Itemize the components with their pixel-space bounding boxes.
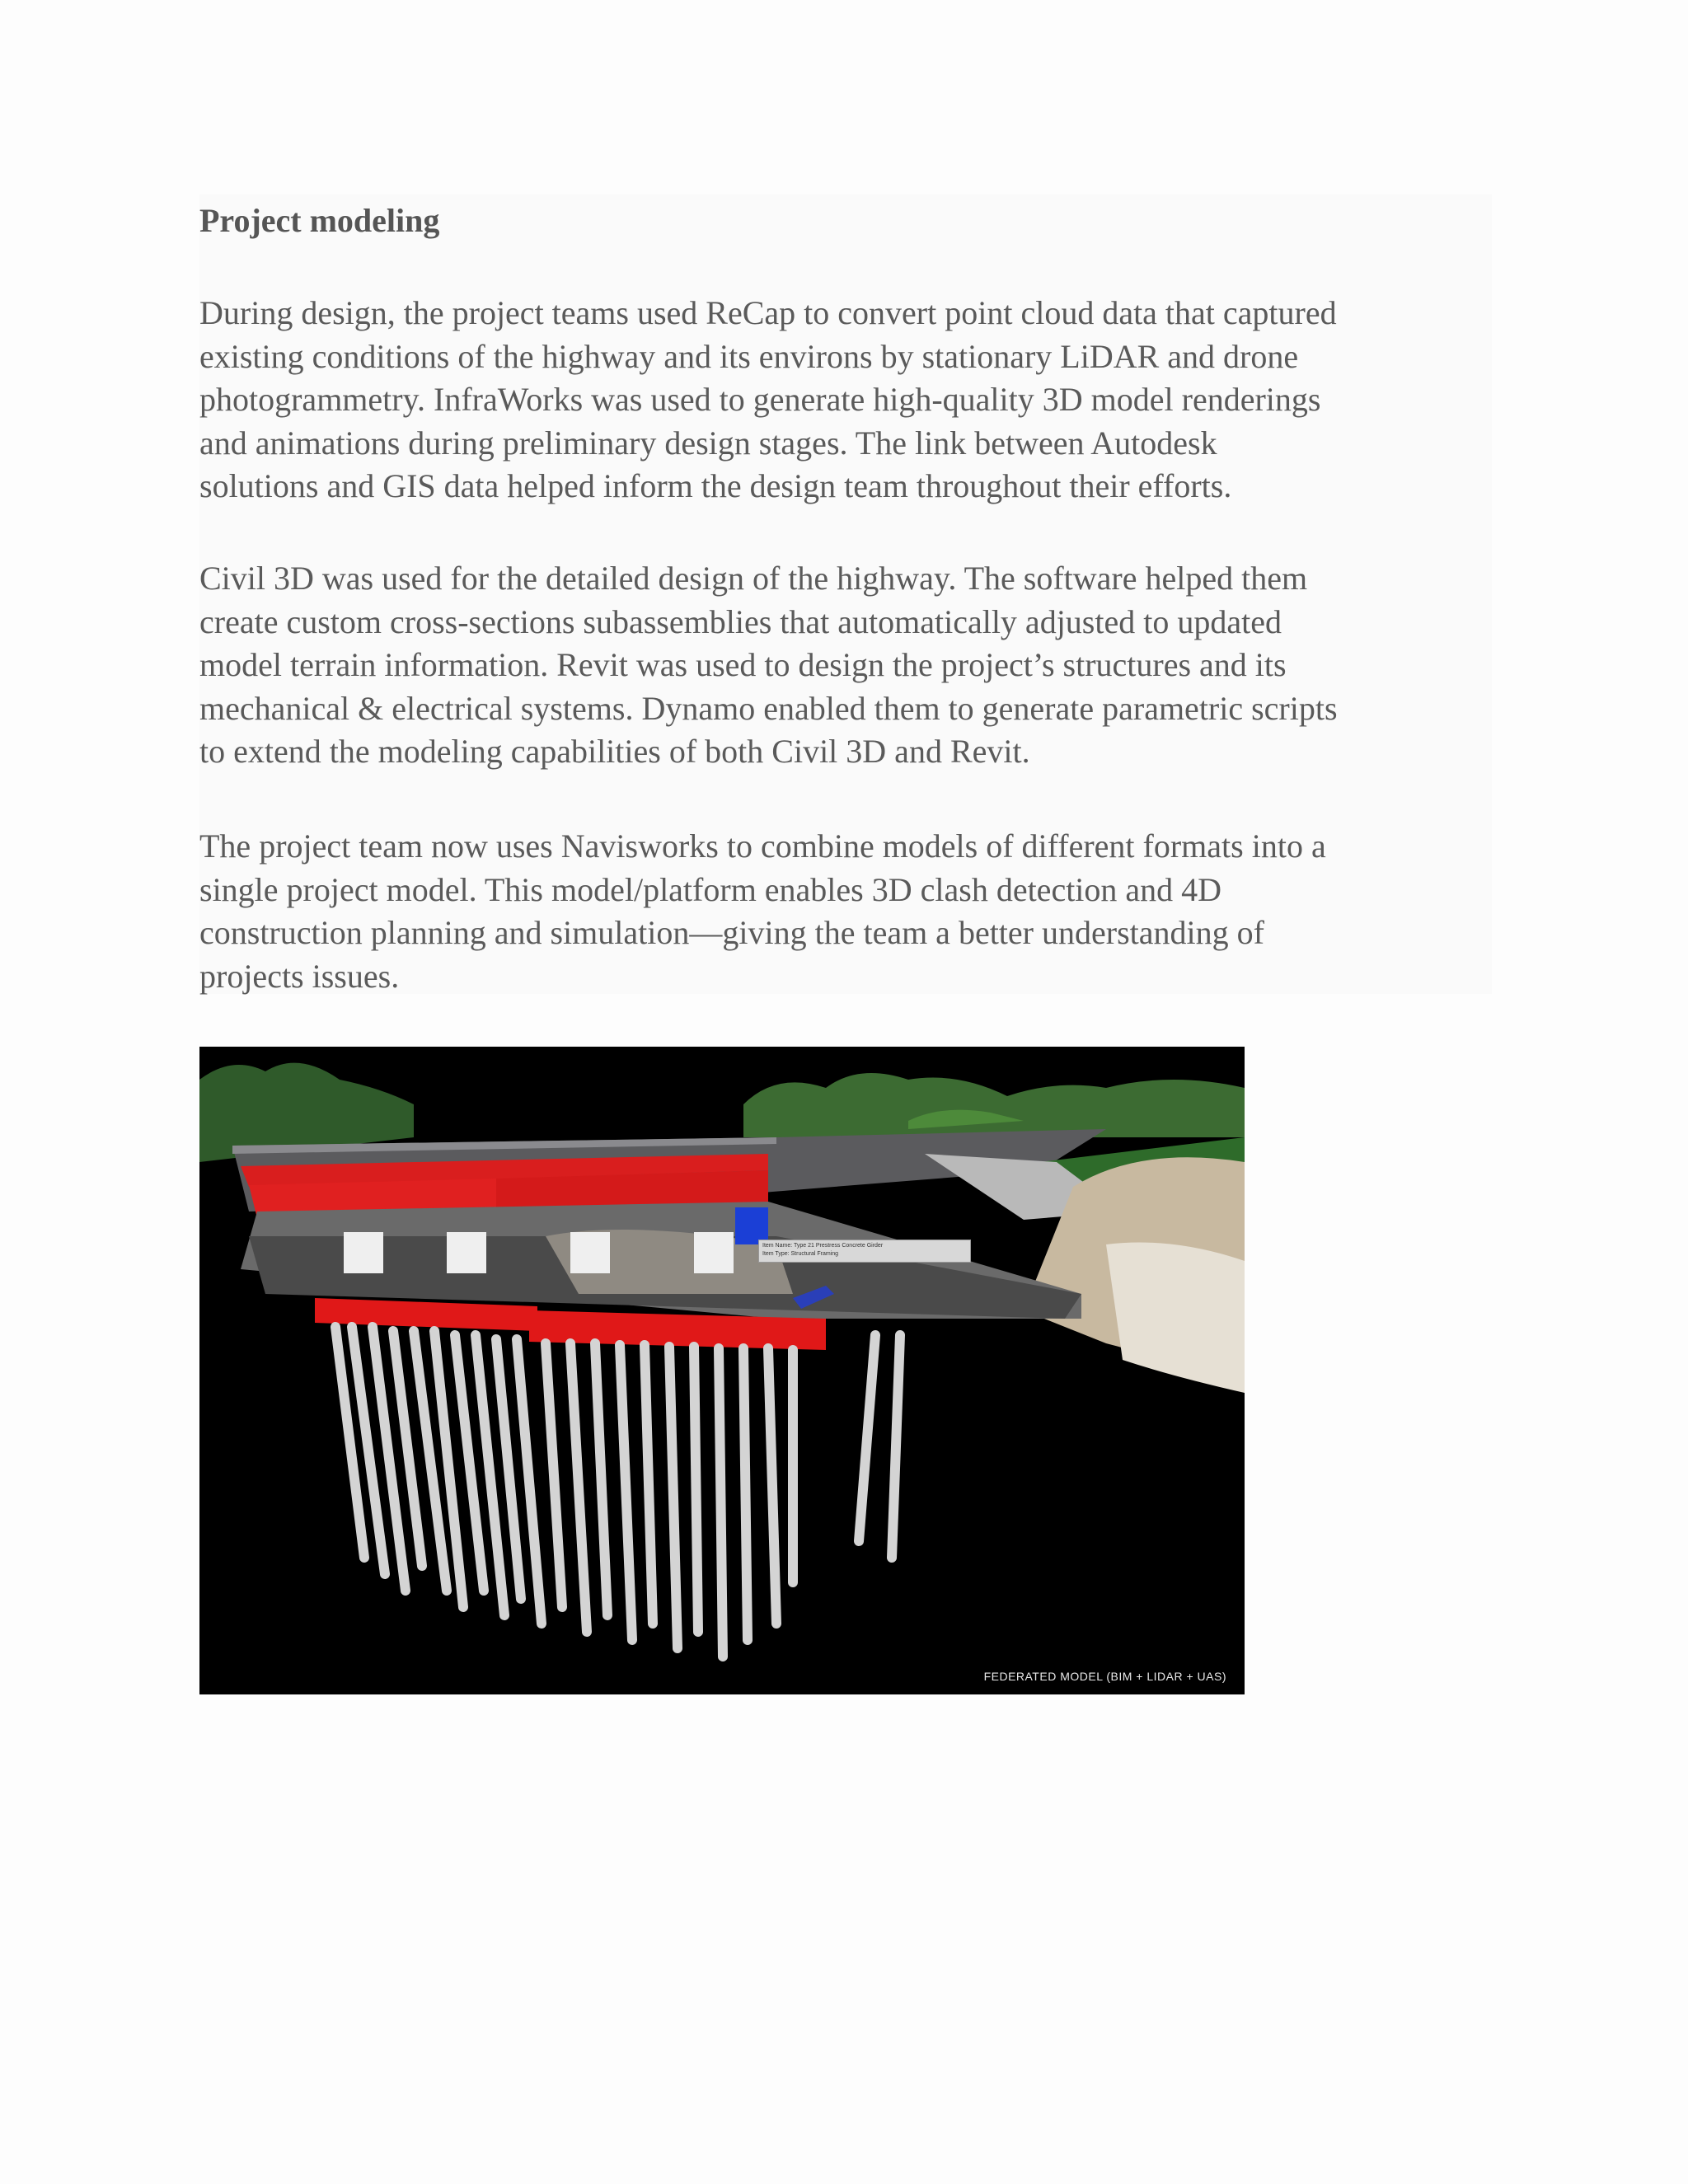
paragraph-line: solutions and GIS data helped inform the design team throughout their efforts. — [199, 467, 1232, 504]
federated-model-image — [199, 1047, 1245, 1694]
paragraph-line: Civil 3D was used for the detailed design of the highway. The software helped them — [199, 560, 1308, 597]
model-tooltip — [758, 1240, 971, 1263]
paragraph-line: create custom cross-sections subassemblies that automatically adjusted to updated — [199, 602, 1282, 640]
paragraph-line: projects issues. — [199, 957, 400, 995]
paragraph-line: existing conditions of the highway and its environs by stationary LiDAR and drone — [199, 337, 1299, 375]
tooltip-item-name: Item Name: Type 21 Prestress Concrete Girder — [762, 1243, 884, 1249]
paragraph-line: mechanical & electrical systems. Dynamo enabled them to generate parametric scripts — [199, 689, 1338, 727]
figure-caption: FEDERATED MODEL (BIM + LIDAR + UAS) — [983, 1670, 1226, 1683]
section-heading: Project modeling — [199, 202, 440, 239]
paragraph-line: and animations during preliminary design stages. The link between Autodesk — [199, 424, 1217, 462]
paragraph-line: photogrammetry. InfraWorks was used to generate high-quality 3D model renderings — [199, 381, 1321, 418]
paragraph-line: The project team now uses Navisworks to combine models of different formats into a — [199, 827, 1326, 865]
paragraph-line: to extend the modeling capabilities of both Civil 3D and Revit. — [199, 733, 1030, 770]
paragraph-navisworks — [199, 825, 1518, 998]
paragraph-civil3d — [199, 557, 1518, 774]
paragraph-design — [199, 292, 1518, 509]
paragraph-line: During design, the project teams used ReCap to convert point cloud data that captured — [199, 294, 1337, 331]
tooltip-item-type: Item Type: Structural Framing — [762, 1251, 839, 1257]
bridge-model-illustration — [199, 1047, 1245, 1694]
paragraph-line: model terrain information. Revit was used to design the project’s structures and its — [199, 646, 1287, 683]
paragraph-line: single project model. This model/platform enables 3D clash detection and 4D — [199, 870, 1222, 908]
paragraph-line: construction planning and simulation—giving the team a better understanding of — [199, 914, 1264, 951]
